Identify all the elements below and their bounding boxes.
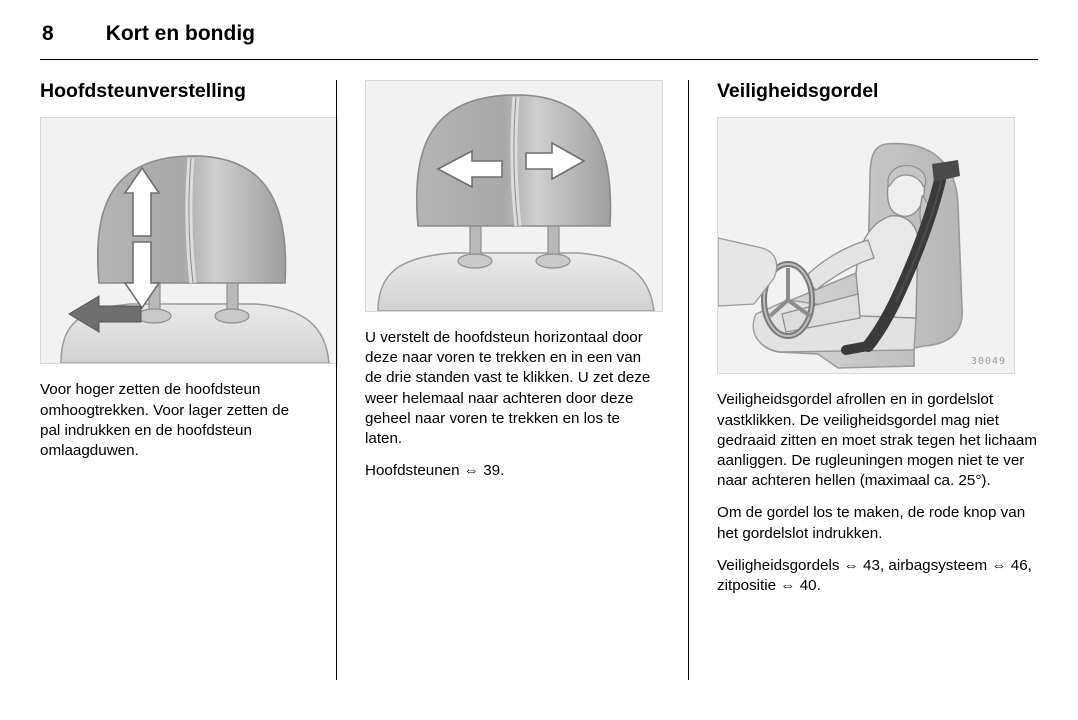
column-headrest-horizontal [336,80,688,680]
paragraph-text: Veiligheidsgordel afrollen en in gordelslot vastklikken. De veiligheidsgordel mag niet gedraaid zitten en moet strak tegen het lichaam aanliggen. De rugleuningen mogen niet te ver naar achteren hellen (maximaal ca. 25°). [717,391,1037,490]
page-header [40,22,1038,46]
paragraph-text: Voor hoger zetten de hoofdsteun omhoogtrekken. Voor lager zetten de pal indrukken en de hoofdsteun omlaagduwen. [40,381,290,460]
section-title-veiligheidsgordel: Veiligheidsgordel [717,80,879,102]
header-divider [40,59,1038,60]
content-columns [40,80,1038,680]
seat-belt-figure [717,117,1015,374]
figure-code: 30049 [970,356,1006,368]
cross-reference: Hoofdsteunen ⇔ 39. [365,462,505,480]
headrest-vertical-adjustment-figure [40,117,338,364]
column-headrest-vertical [40,80,336,680]
cross-reference: Veiligheidsgordels ⇔ 43, airbagsysteem ⇔ 46, zitpositie ⇔ 40. [717,556,1032,595]
headrest-horizontal-adjustment-figure [365,80,663,312]
chapter-title: Kort en bondig [105,22,255,45]
paragraph-text: Om de gordel los te maken, de rode knop van het gordelslot indrukken. [717,504,1026,542]
page-number: 8 [42,22,54,45]
section-title-hoofdsteunverstelling: Hoofdsteunverstelling [40,80,246,102]
paragraph-text: U verstelt de hoofdsteun horizontaal door deze naar voren te trekken en in een van de drie standen vast te klikken. U zet deze weer helemaal naar achteren door deze geheel naar voren te trekken en los te laten. [365,329,651,448]
column-seat-belt [688,80,1038,680]
